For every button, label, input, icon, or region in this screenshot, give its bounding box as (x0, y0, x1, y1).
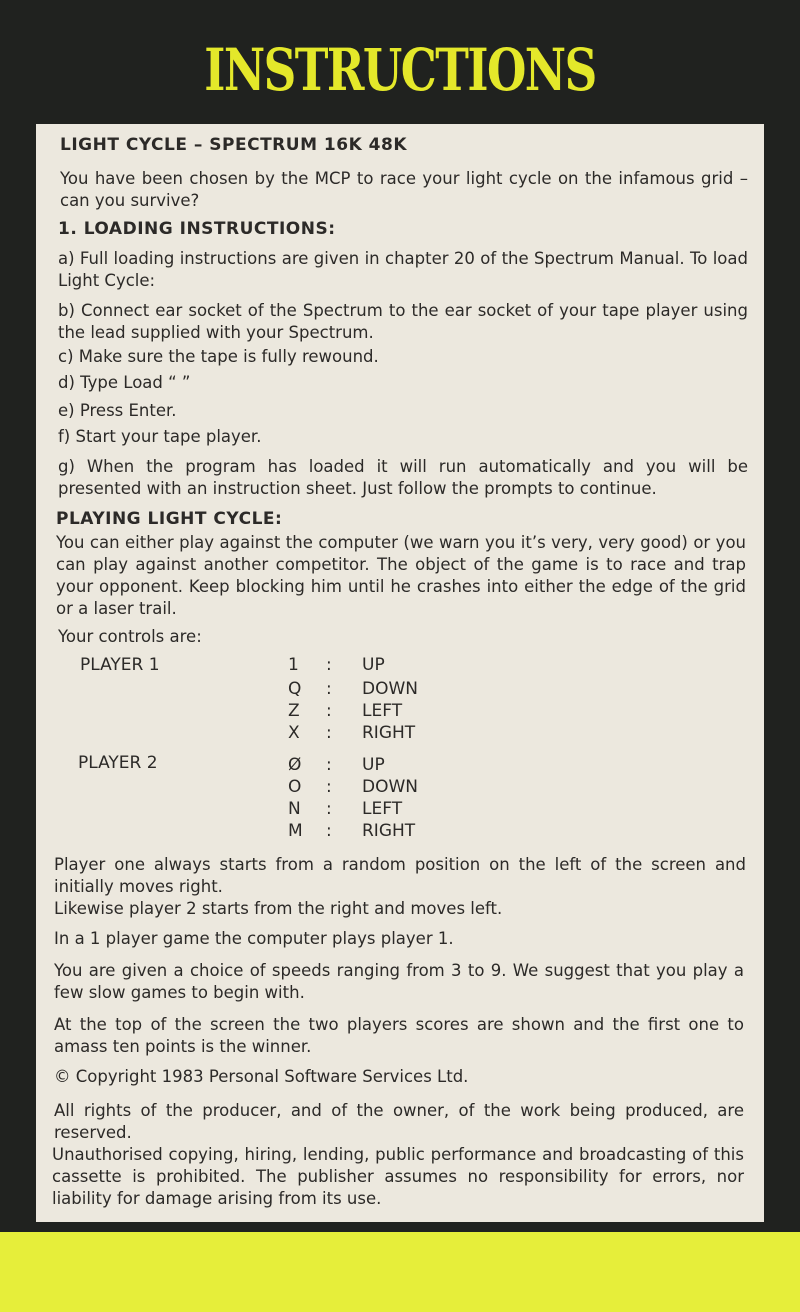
instruction-sheet (36, 124, 764, 1222)
player2-key: Ø (288, 755, 302, 775)
rule-one-player: In a 1 player game the computer plays player 1. (54, 929, 454, 948)
loading-step-c: c) Make sure the tape is fully rewound. (58, 347, 379, 366)
loading-step-d: d) Type Load “ ” (58, 373, 191, 392)
rule-scoring: At the top of the screen the two players scores are shown and the first one to amass ten points is the winner. (54, 1015, 744, 1056)
player2-key: N (288, 799, 301, 819)
player2-key: O (288, 777, 302, 797)
player1-action: UP (362, 655, 385, 675)
player1-action: RIGHT (362, 723, 416, 743)
player1-action: DOWN (362, 679, 418, 699)
player1-label: PLAYER 1 (80, 655, 160, 675)
key-separator: : (326, 777, 332, 797)
legal-notice: Unauthorised copying, hiring, lending, public performance and broadcasting of this cassette is prohibited. The publisher assumes no responsibility for errors, nor liability for damage arising from its use. (52, 1145, 744, 1208)
player2-action: UP (362, 755, 385, 775)
key-separator: : (326, 755, 332, 775)
playing-heading: PLAYING LIGHT CYCLE: (56, 509, 283, 529)
loading-step-e: e) Press Enter. (58, 401, 177, 420)
key-separator: : (326, 723, 332, 743)
player2-key: M (288, 821, 303, 841)
player1-key: Z (288, 701, 300, 721)
playing-paragraph: You can either play against the computer (we warn you it’s very, very good) or you can play against another competitor. The object of the game is to race and trap your opponent. Keep blocking him until he crashes into either the edge of the grid or a laser trail. (56, 533, 746, 618)
player2-action: RIGHT (362, 821, 416, 841)
key-separator: : (326, 655, 332, 675)
yellow-band (0, 1232, 800, 1312)
loading-step-a: a) Full loading instructions are given in chapter 20 of the Spectrum Manual. To load Light Cycle: (58, 249, 748, 290)
controls-label: Your controls are: (58, 627, 202, 646)
key-separator: : (326, 799, 332, 819)
rights-notice: All rights of the producer, and of the owner, of the work being produced, are reserved. (54, 1101, 744, 1142)
page-title: INSTRUCTIONS (204, 36, 596, 104)
player1-key: Q (288, 679, 302, 699)
loading-heading: 1. LOADING INSTRUCTIONS: (58, 219, 336, 239)
loading-step-b: b) Connect ear socket of the Spectrum to the ear socket of your tape player using the lead supplied with your Spectrum. (58, 301, 748, 342)
loading-step-g: g) When the program has loaded it will run automatically and you will be presented with an instruction sheet. Just follow the prompts to continue. (58, 457, 748, 498)
player2-action: LEFT (362, 799, 403, 819)
player1-action: LEFT (362, 701, 403, 721)
player1-key: 1 (288, 655, 299, 675)
intro-paragraph: You have been chosen by the MCP to race your light cycle on the infamous grid – can you survive? (60, 169, 748, 210)
key-separator: : (326, 679, 332, 699)
loading-step-f: f) Start your tape player. (58, 427, 262, 446)
game-heading: LIGHT CYCLE – SPECTRUM 16K 48K (60, 135, 407, 155)
rule-speeds: You are given a choice of speeds ranging from 3 to 9. We suggest that you play a few slow games to begin with. (54, 961, 744, 1002)
copyright-line: © Copyright 1983 Personal Software Services Ltd. (54, 1067, 469, 1086)
key-separator: : (326, 821, 332, 841)
key-separator: : (326, 701, 332, 721)
player2-label: PLAYER 2 (78, 753, 158, 773)
player1-key: X (288, 723, 300, 743)
player2-action: DOWN (362, 777, 418, 797)
rule-player-one: Player one always starts from a random position on the left of the screen and initially moves right. (54, 855, 746, 896)
rule-player-two: Likewise player 2 starts from the right and moves left. (54, 899, 503, 918)
